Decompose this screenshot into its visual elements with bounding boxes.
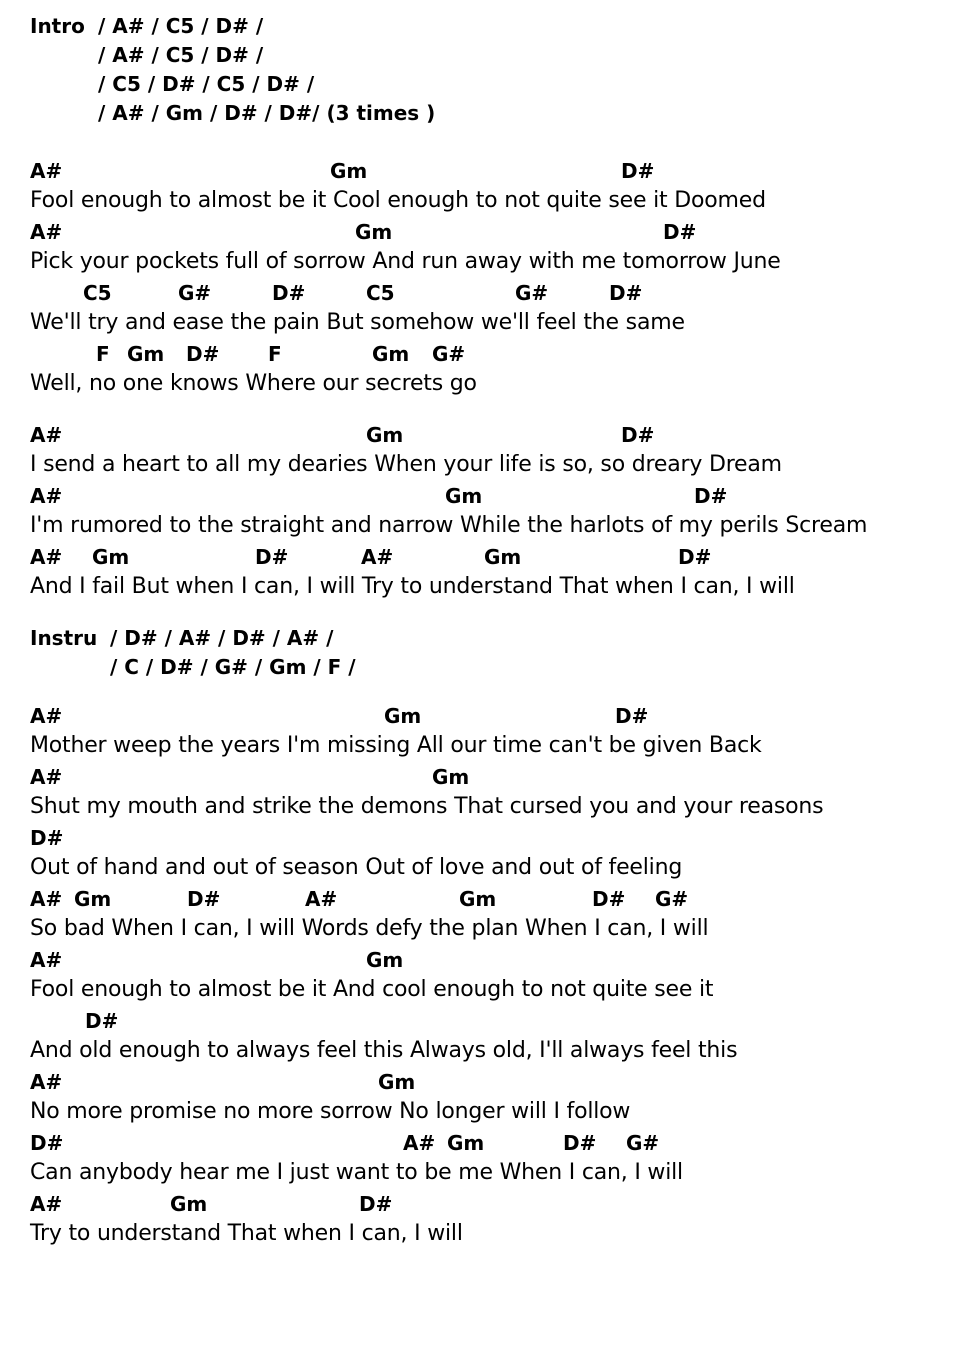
chord-label: A# <box>30 423 63 447</box>
lyric-line: I send a heart to all my dearies When your life is so, so dreary Dream <box>30 452 782 477</box>
chord-label: Gm <box>384 704 422 728</box>
chord-label: D# <box>615 704 649 728</box>
chord-label: D# <box>592 887 626 911</box>
chord-label: A# <box>30 1192 63 1216</box>
chord-label: Gm <box>170 1192 208 1216</box>
chord-progression-line: / A# / C5 / D# / <box>98 14 264 38</box>
lyric-line: Try to understand That when I can, I will <box>30 1221 463 1246</box>
chord-label: A# <box>403 1131 436 1155</box>
chord-label: D# <box>621 159 655 183</box>
chord-label: G# <box>655 887 689 911</box>
chord-label: D# <box>30 1131 64 1155</box>
chord-label: Gm <box>355 220 393 244</box>
lyric-line: I'm rumored to the straight and narrow While the harlots of my perils Scream <box>30 513 868 538</box>
lyric-line: Pick your pockets full of sorrow And run away with me tomorrow June <box>30 249 781 274</box>
chord-progression-line: / A# / Gm / D# / D#/ (3 times ) <box>98 101 436 125</box>
chord-label: A# <box>361 545 394 569</box>
chord-label: A# <box>30 948 63 972</box>
lyric-line: Can anybody hear me I just want to be me When I can, I will <box>30 1160 683 1185</box>
chord-label: Gm <box>484 545 522 569</box>
chord-label: D# <box>563 1131 597 1155</box>
chord-label: A# <box>305 887 338 911</box>
chord-label: D# <box>359 1192 393 1216</box>
chord-label: A# <box>30 159 63 183</box>
chord-label: Gm <box>92 545 130 569</box>
lyric-line: Well, no one knows Where our secrets go <box>30 371 477 396</box>
chord-label: Gm <box>432 765 470 789</box>
chord-label: A# <box>30 484 63 508</box>
lyric-line: Mother weep the years I'm missing All our time can't be given Back <box>30 733 762 758</box>
chord-label: G# <box>515 281 549 305</box>
lyric-line: So bad When I can, I will Words defy the plan When I can, I will <box>30 916 709 941</box>
chord-label: Gm <box>459 887 497 911</box>
chord-label: D# <box>678 545 712 569</box>
lyric-line: Fool enough to almost be it Cool enough to not quite see it Doomed <box>30 188 766 213</box>
chord-label: Gm <box>366 423 404 447</box>
chord-label: C5 <box>366 281 395 305</box>
chord-label: Gm <box>372 342 410 366</box>
chord-label: D# <box>694 484 728 508</box>
chord-label: G# <box>626 1131 660 1155</box>
chord-progression-line: / A# / C5 / D# / <box>98 43 264 67</box>
chord-label: A# <box>30 1070 63 1094</box>
chord-label: Gm <box>366 948 404 972</box>
chord-label: D# <box>187 887 221 911</box>
chord-label: D# <box>609 281 643 305</box>
lyric-line: No more promise no more sorrow No longer will I follow <box>30 1099 631 1124</box>
chord-label: Gm <box>378 1070 416 1094</box>
chord-label: Gm <box>447 1131 485 1155</box>
chord-label: D# <box>85 1009 119 1033</box>
chord-label: Gm <box>127 342 165 366</box>
chord-label: F <box>96 342 110 366</box>
lyric-line: Fool enough to almost be it And cool enough to not quite see it <box>30 977 714 1002</box>
lyric-line: We'll try and ease the pain But somehow we'll feel the same <box>30 310 685 335</box>
chord-label: D# <box>255 545 289 569</box>
chord-label: A# <box>30 765 63 789</box>
chord-progression-line: / C5 / D# / C5 / D# / <box>98 72 315 96</box>
chord-label: D# <box>186 342 220 366</box>
section-label: Intro <box>30 14 85 38</box>
lyric-line: Shut my mouth and strike the demons That cursed you and your reasons <box>30 794 824 819</box>
chord-label: D# <box>30 826 64 850</box>
chord-label: A# <box>30 704 63 728</box>
chord-label: Gm <box>445 484 483 508</box>
lyric-line: And old enough to always feel this Always old, I'll always feel this <box>30 1038 738 1063</box>
chord-label: G# <box>432 342 466 366</box>
chord-label: F <box>268 342 282 366</box>
section-label: Instru <box>30 626 98 650</box>
chord-label: A# <box>30 887 63 911</box>
chord-label: Gm <box>74 887 112 911</box>
chord-label: G# <box>178 281 212 305</box>
chord-label: A# <box>30 545 63 569</box>
chord-label: D# <box>663 220 697 244</box>
chord-label: A# <box>30 220 63 244</box>
chord-label: D# <box>272 281 306 305</box>
chord-progression-line: / D# / A# / D# / A# / <box>110 626 334 650</box>
lyric-line: And I fail But when I can, I will Try to understand That when I can, I will <box>30 574 795 599</box>
chord-label: C5 <box>83 281 112 305</box>
lyric-line: Out of hand and out of season Out of love and out of feeling <box>30 855 683 880</box>
chord-label: Gm <box>330 159 368 183</box>
chord-progression-line: / C / D# / G# / Gm / F / <box>110 655 356 679</box>
chord-label: D# <box>621 423 655 447</box>
